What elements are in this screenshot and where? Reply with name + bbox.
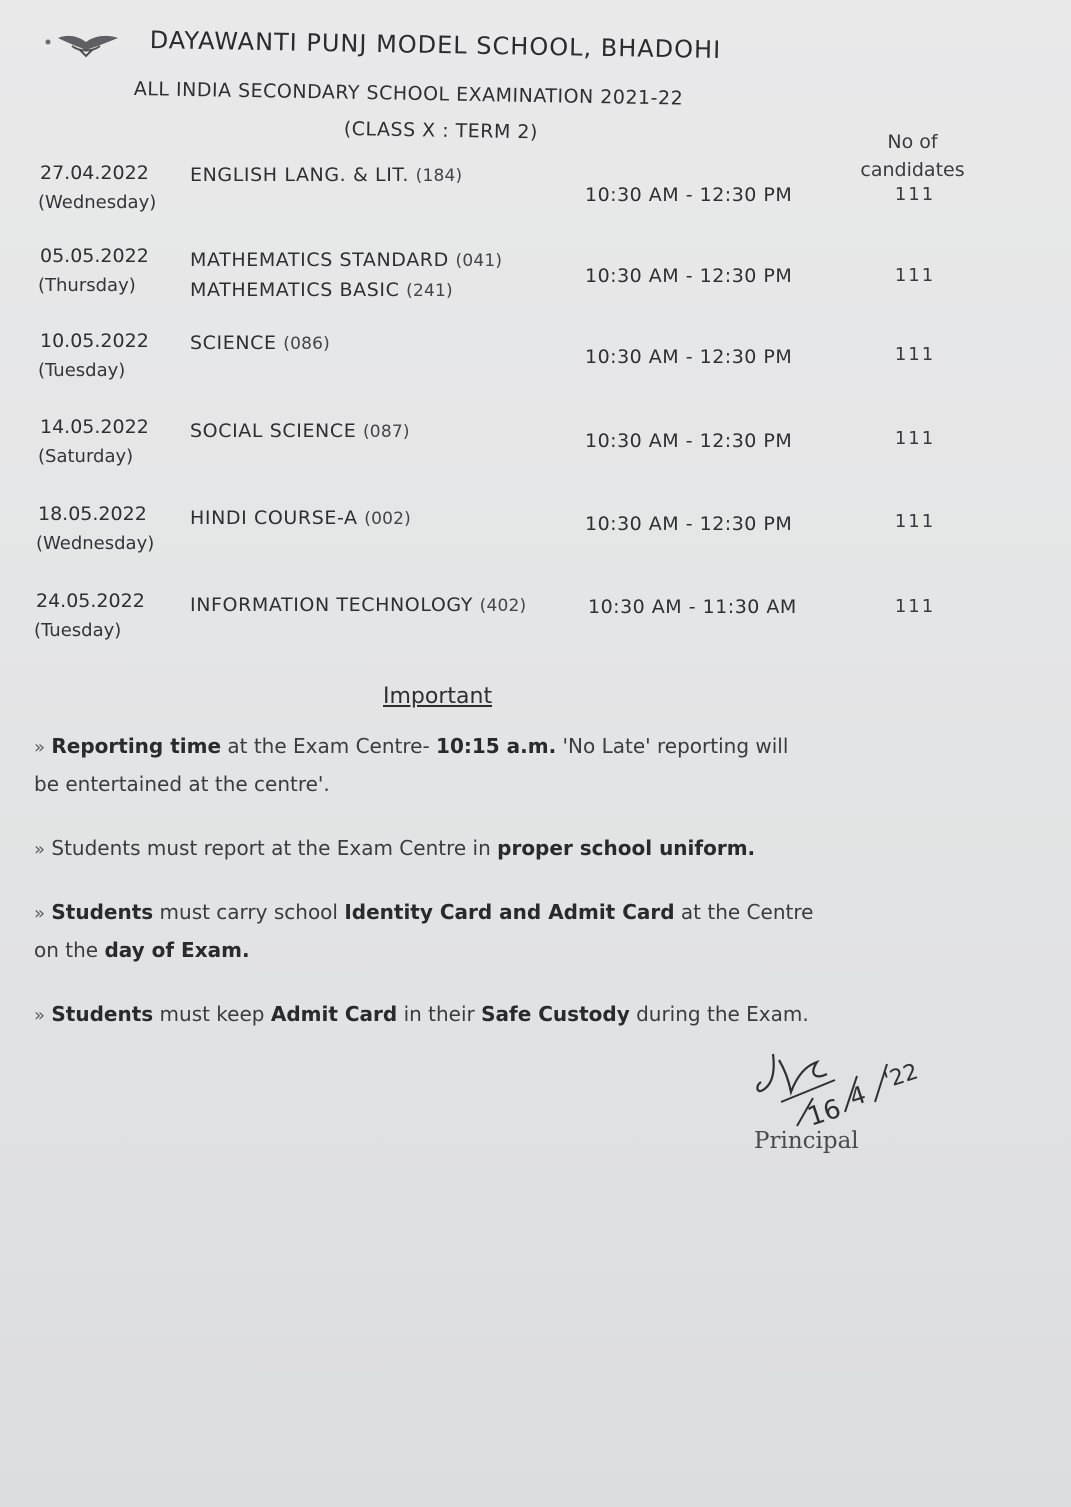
- subject-code: (402): [479, 596, 527, 616]
- exam-date: 18.05.2022: [38, 503, 147, 525]
- exam-day: (Thursday): [38, 275, 136, 296]
- exam-day: (Wednesday): [38, 192, 157, 213]
- schedule-row: [0, 503, 1071, 573]
- bullet-marker: »: [34, 1005, 46, 1026]
- subject-name: HINDI COURSE-A: [190, 507, 358, 529]
- subject-code: (184): [415, 166, 463, 186]
- note-text: must keep: [153, 1002, 271, 1026]
- note-text: must carry school: [153, 900, 345, 924]
- exam-time: 10:30 AM - 12:30 PM: [585, 265, 793, 287]
- note-emphasis: day of Exam.: [104, 938, 250, 962]
- candidate-count: 111: [894, 184, 936, 205]
- exam-time: 10:30 AM - 11:30 AM: [588, 596, 797, 618]
- exam-time: 10:30 AM - 12:30 PM: [585, 346, 793, 368]
- exam-date: 14.05.2022: [40, 416, 149, 438]
- exam-time: 10:30 AM - 12:30 PM: [585, 430, 793, 452]
- exam-day: (Tuesday): [34, 620, 122, 641]
- note-emphasis: Safe Custody: [481, 1002, 630, 1026]
- note-safe-custody: [34, 996, 844, 1034]
- svg-text:'22: '22: [881, 1059, 922, 1094]
- candidate-count: 111: [894, 596, 936, 617]
- important-heading: Important: [383, 684, 493, 709]
- subject: [190, 249, 502, 271]
- note-text: on the: [34, 938, 105, 962]
- subject-code: (086): [283, 334, 330, 354]
- candidate-count: 111: [894, 428, 936, 449]
- column-header-line: No of: [887, 131, 938, 153]
- subject-code: (087): [362, 422, 410, 442]
- subject: [190, 279, 453, 301]
- principal-title: Principal: [754, 1128, 859, 1154]
- schedule-row: [0, 162, 1071, 232]
- subject-name: SCIENCE: [190, 332, 277, 354]
- subject-code: (041): [455, 251, 503, 271]
- school-logo-icon: [42, 30, 122, 58]
- exam-class: (CLASS X : TERM 2): [343, 118, 539, 144]
- subject: [190, 332, 330, 354]
- exam-date: 05.05.2022: [40, 245, 149, 267]
- subject: [190, 420, 410, 442]
- principal-signature: [745, 1040, 935, 1140]
- subject-name: SOCIAL SCIENCE: [190, 420, 357, 442]
- schedule-row: [0, 416, 1071, 486]
- schedule-row: [0, 245, 1071, 315]
- candidate-count: 111: [894, 511, 936, 532]
- exam-title: ALL INDIA SECONDARY SCHOOL EXAMINATION 2021-22: [133, 78, 684, 110]
- note-emphasis: Reporting time: [51, 734, 222, 758]
- subject-name: MATHEMATICS STANDARD: [190, 249, 449, 271]
- candidate-count: 111: [894, 344, 936, 365]
- subject-code: (241): [406, 281, 453, 301]
- note-emphasis: Admit Card: [270, 1002, 398, 1026]
- exam-date: 10.05.2022: [40, 330, 149, 352]
- note-reporting-time: [34, 728, 844, 802]
- subject-name: MATHEMATICS BASIC: [190, 279, 400, 301]
- subject-code: (002): [364, 509, 411, 529]
- note-text: be entertained at the centre'.: [34, 772, 330, 796]
- note-emphasis: Identity Card and Admit Card: [344, 900, 675, 924]
- candidate-count: 111: [894, 265, 936, 286]
- exam-date: 24.05.2022: [36, 590, 145, 612]
- exam-day: (Wednesday): [36, 533, 155, 554]
- bullet-marker: »: [34, 737, 46, 758]
- svg-text:16: 16: [803, 1093, 845, 1133]
- schedule-row: [0, 330, 1071, 400]
- subject-name: ENGLISH LANG. & LIT.: [190, 164, 409, 186]
- note-text: during the Exam.: [629, 1002, 809, 1026]
- note-text: Students must report at the Exam Centre in: [51, 836, 498, 860]
- column-header-line: candidates: [860, 159, 965, 181]
- note-emphasis: 10:15 a.m.: [436, 734, 557, 758]
- note-emphasis: Students: [51, 1002, 154, 1026]
- note-uniform: [34, 830, 844, 868]
- exam-time: 10:30 AM - 12:30 PM: [585, 513, 793, 535]
- exam-day: (Tuesday): [38, 360, 126, 381]
- note-text: at the Exam Centre-: [221, 734, 437, 758]
- exam-day: (Saturday): [38, 446, 134, 467]
- svg-text:4: 4: [846, 1080, 870, 1112]
- subject-name: INFORMATION TECHNOLOGY: [190, 594, 474, 616]
- note-text: at the Centre: [674, 900, 814, 924]
- note-identity-card: [34, 894, 844, 968]
- bullet-marker: »: [34, 903, 46, 924]
- subject: [190, 164, 462, 186]
- exam-date: 27.04.2022: [40, 162, 149, 184]
- school-name: DAYAWANTI PUNJ MODEL SCHOOL, BHADOHI: [149, 26, 722, 64]
- subject: [190, 507, 411, 529]
- exam-time: 10:30 AM - 12:30 PM: [585, 184, 793, 206]
- bullet-marker: »: [34, 839, 46, 860]
- subject: [190, 594, 526, 616]
- note-text: 'No Late' reporting will: [556, 734, 789, 758]
- note-text: in their: [397, 1002, 482, 1026]
- note-emphasis: Students: [51, 900, 154, 924]
- schedule-row: [0, 590, 1071, 660]
- note-emphasis: proper school uniform.: [497, 836, 756, 860]
